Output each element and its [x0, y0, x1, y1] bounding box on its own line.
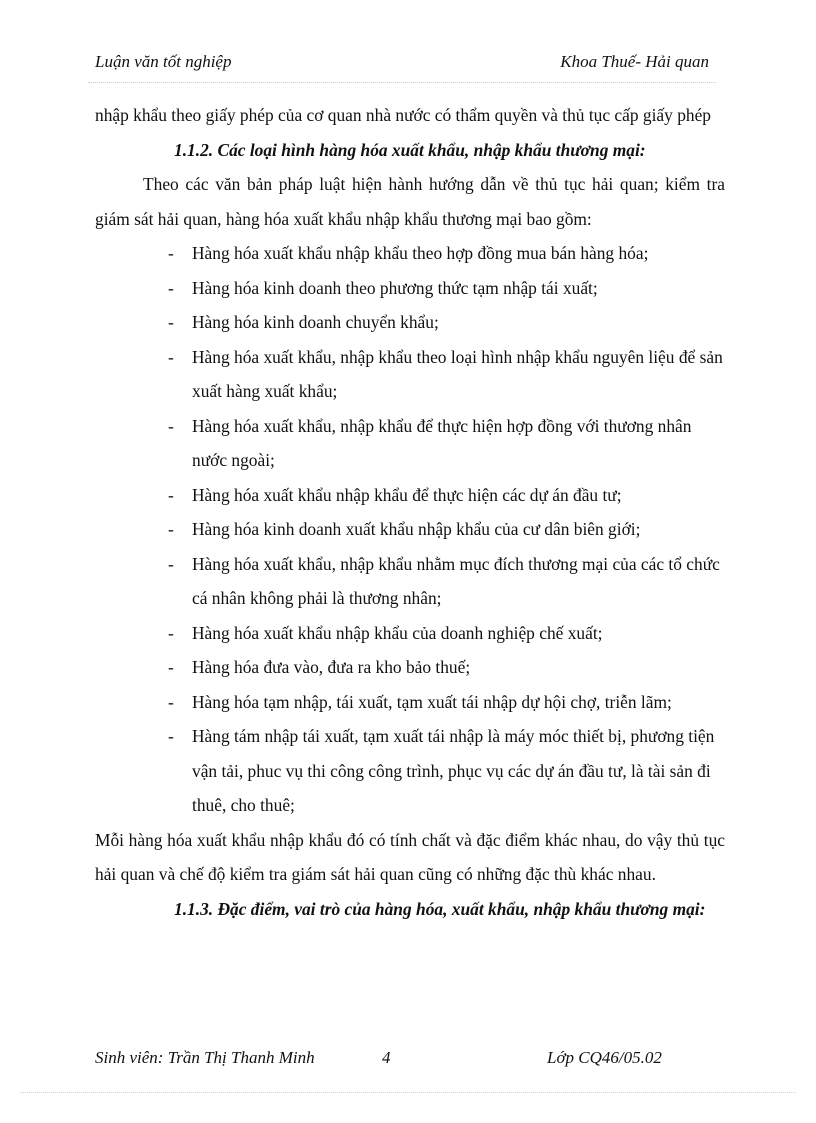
footer-page-number: 4: [382, 1048, 391, 1067]
goods-type-list: [95, 236, 725, 823]
bullet-dash: -: [168, 243, 174, 263]
list-item: [95, 271, 725, 306]
bullet-dash: -: [168, 346, 174, 367]
list-item-text: Hàng hóa xuất khẩu nhập khẩu theo hợp đồng mua bán hàng hóa;: [192, 243, 649, 263]
section-heading-1-1-3: 1.1.3. Đặc điểm, vai trò của hàng hóa, xuất khẩu, nhập khẩu thương mại:: [174, 898, 706, 919]
list-item-text: Hàng hóa kinh doanh xuất khẩu nhập khẩu của cư dân biên giới;: [192, 519, 641, 539]
bullet-dash: -: [168, 726, 174, 746]
list-item: [95, 305, 725, 340]
bullet-dash: -: [168, 277, 174, 298]
document-body: [95, 98, 725, 926]
section-heading-1-1-2: 1.1.2. Các loại hình hàng hóa xuất khẩu, nhập khẩu thương mại:: [174, 139, 646, 160]
conclusion-paragraph: Mỗi hàng hóa xuất khẩu nhập khẩu đó có tính chất và đặc điểm khác nhau, do vậy thủ tục hải quan và chế độ kiểm tra giám sát hải quan cũng có những đặc thù khác nhau.: [95, 829, 725, 884]
bullet-dash: -: [168, 484, 174, 505]
header-faculty-label: Khoa Thuế- Hải quan: [560, 52, 709, 71]
bullet-dash: -: [168, 312, 174, 332]
list-item: [95, 547, 725, 616]
list-item: [95, 719, 725, 823]
list-item-text: Hàng hóa đưa vào, đưa ra kho bảo thuế;: [192, 657, 471, 677]
list-item-text: Hàng hóa xuất khẩu nhập khẩu để thực hiện các dự án đầu tư;: [192, 484, 622, 505]
list-item: [95, 616, 725, 651]
footer-class-code: Lớp CQ46/05.02: [547, 1048, 662, 1067]
footer-student-name: Sinh viên: Trần Thị Thanh Minh: [95, 1048, 315, 1067]
list-item-text: Hàng hóa xuất khẩu, nhập khẩu để thực hiện hợp đồng với thương nhân nước ngoài;: [192, 415, 692, 470]
page-footer: [95, 1048, 709, 1074]
footer-divider: [20, 1092, 796, 1093]
bullet-dash: -: [168, 519, 174, 539]
list-item: [95, 340, 725, 409]
list-item-text: Hàng hóa kinh doanh theo phương thức tạm nhập tái xuất;: [192, 277, 598, 298]
list-item: [95, 650, 725, 685]
header-divider: [88, 82, 716, 83]
bullet-dash: -: [168, 622, 174, 643]
list-item-text: Hàng hóa xuất khẩu nhập khẩu của doanh nghiệp chế xuất;: [192, 622, 603, 643]
continuation-paragraph: nhập khẩu theo giấy phép của cơ quan nhà nước có thẩm quyền và thủ tục cấp giấy phép: [95, 105, 712, 125]
list-item: [95, 236, 725, 271]
bullet-dash: -: [168, 691, 174, 712]
list-item: [95, 478, 725, 513]
header-thesis-label: Luận văn tốt nghiệp: [95, 52, 232, 71]
bullet-dash: -: [168, 657, 174, 677]
list-item: [95, 409, 725, 478]
bullet-dash: -: [168, 415, 174, 436]
list-item-text: Hàng hóa kinh doanh chuyển khẩu;: [192, 312, 439, 332]
list-item-text: Hàng hóa xuất khẩu, nhập khẩu nhằm mục đích thương mại của các tổ chức cá nhân không phải là thương nhân;: [192, 553, 720, 608]
page-header: [95, 52, 709, 78]
list-item-text: Hàng hóa xuất khẩu, nhập khẩu theo loại hình nhập khẩu nguyên liệu để sản xuất hàng xuất khẩu;: [192, 346, 723, 401]
list-item-text: Hàng tám nhập tái xuất, tạm xuất tái nhập là máy móc thiết bị, phương tiện vận tải, phuc vụ thi công công trình, phục vụ các dự án đầu tư, là tài sản đi thuê, cho thuê;: [192, 726, 715, 815]
bullet-dash: -: [168, 553, 174, 574]
list-item: [95, 512, 725, 547]
list-item-text: Hàng hóa tạm nhập, tái xuất, tạm xuất tái nhập dự hội chợ, triễn lãm;: [192, 691, 672, 712]
intro-paragraph: Theo các văn bản pháp luật hiện hành hướng dẫn về thủ tục hải quan; kiểm tra giám sát hải quan, hàng hóa xuất khẩu nhập khẩu thương mại bao gồm:: [95, 174, 725, 229]
list-item: [95, 685, 725, 720]
